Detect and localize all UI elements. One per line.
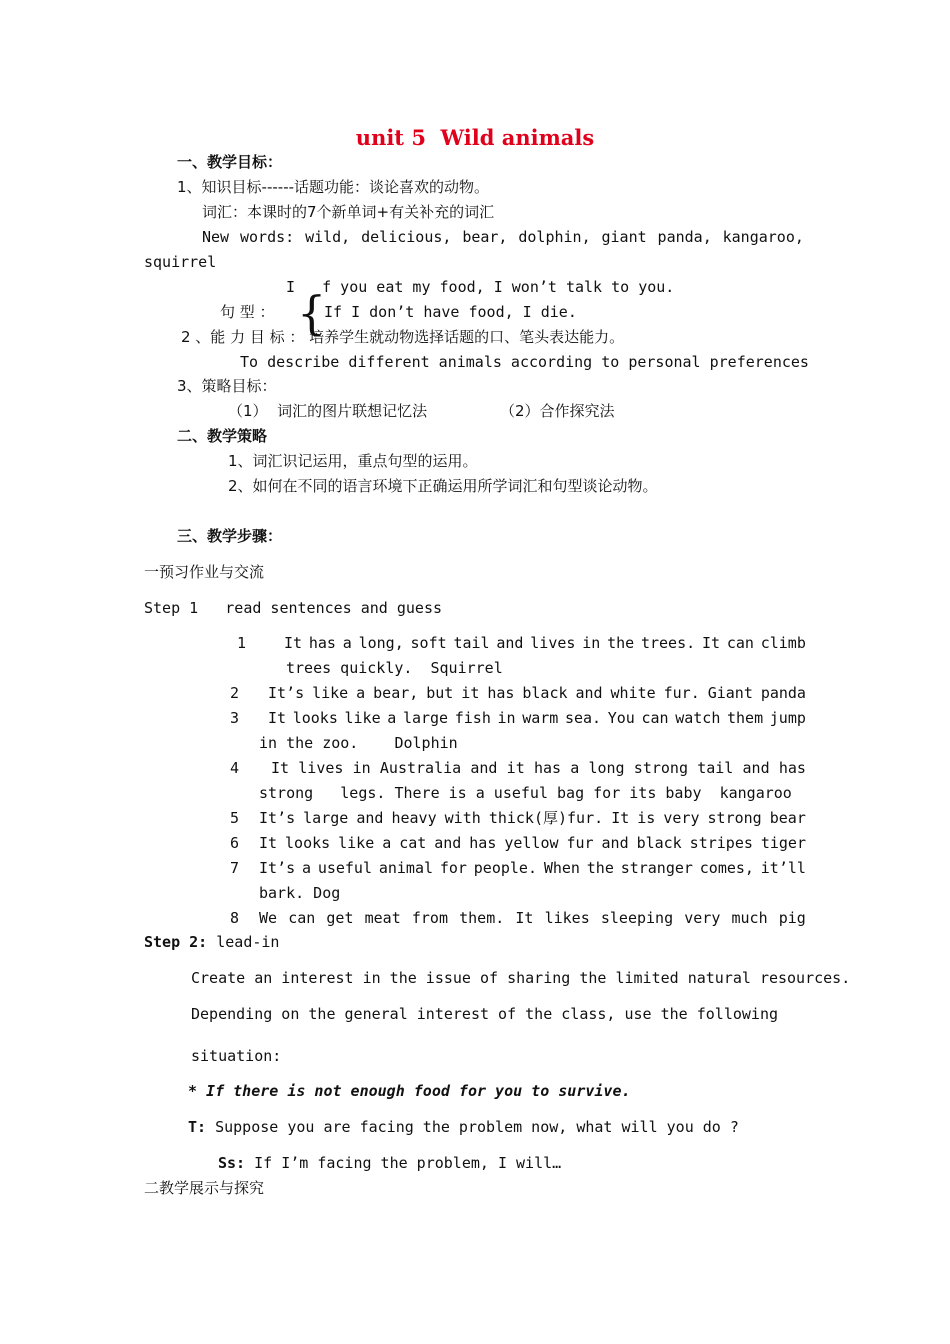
- sentence-pattern-2: If I don’t have food, I die.: [324, 303, 577, 321]
- guess-item-line: [268, 683, 806, 703]
- guess-item-word: looks: [292, 709, 338, 727]
- guess-item-word: in: [497, 709, 516, 727]
- part-1-heading: 一预习作业与交流: [144, 563, 265, 581]
- guess-item-word: can: [726, 634, 754, 652]
- section-2-heading: 二、教学策略: [177, 427, 268, 445]
- document-title: unit 5 Wild animals: [355, 125, 595, 150]
- new-word: wild,: [305, 228, 351, 246]
- strategy-goal: 3、策略目标：: [177, 377, 277, 395]
- guess-item-word: You: [607, 709, 635, 727]
- guess-item-word: has: [487, 684, 515, 702]
- guess-item-number: 6: [230, 834, 240, 852]
- guess-item-word: soft: [410, 634, 447, 652]
- guess-item-word: very: [684, 909, 721, 927]
- new-word: New: [202, 228, 230, 246]
- guess-item-word: It: [284, 634, 303, 652]
- guess-item-word: the: [607, 634, 635, 652]
- guess-item-word: It’s: [268, 684, 305, 702]
- guess-item-word: fish: [454, 709, 491, 727]
- guess-item-word: them.: [459, 909, 505, 927]
- teaching-strategy-2: 2、如何在不同的语言环境下正确运用所学词汇和句型谈论动物。: [228, 477, 658, 495]
- guess-item-number: 1: [237, 634, 247, 652]
- guess-item-line: [284, 633, 806, 653]
- guess-item-continuation: bark. Dog: [259, 884, 341, 902]
- guess-item-word: lives: [530, 634, 576, 652]
- guess-item-word: warm: [522, 709, 559, 727]
- guess-item-word: strong: [707, 809, 762, 827]
- new-words-line: [202, 227, 804, 247]
- guess-item-word: It’s: [259, 859, 296, 877]
- sentence-pattern-label: 句 型 ：: [220, 303, 275, 321]
- guess-item-word: It: [701, 634, 721, 652]
- guess-item-word: it’ll: [760, 859, 806, 877]
- guess-item-word: and: [470, 759, 498, 777]
- guess-item-word: It: [259, 834, 278, 852]
- guess-item-line: [259, 808, 806, 828]
- sentence-pattern-1: I f you eat my food, I won’t talk to you.: [286, 278, 675, 296]
- new-word: kangaroo,: [722, 228, 804, 246]
- guess-item-word: fur: [566, 834, 594, 852]
- guess-item-word: black: [636, 834, 682, 852]
- guess-item-word: heavy: [391, 809, 437, 827]
- guess-item-word: It: [271, 759, 290, 777]
- guess-item-word: much: [731, 909, 768, 927]
- guess-item-number: 7: [230, 859, 240, 877]
- guess-item-word: tail: [453, 634, 490, 652]
- guess-item-continuation: strong legs. There is a useful bag for its baby kangaroo: [259, 784, 792, 802]
- guess-item-word: Australia: [379, 759, 462, 777]
- guess-item-line: [259, 908, 806, 928]
- lead-in-line-1: Create an interest in the issue of sharing the limited natural resources.: [191, 969, 851, 987]
- guess-item-word: trees.: [640, 634, 696, 652]
- guess-item-word: a: [382, 834, 392, 852]
- guess-item-word: watch: [675, 709, 721, 727]
- lead-in-line-2: Depending on the general interest of the class, use the following: [191, 1005, 778, 1023]
- guess-item-word: in: [352, 759, 371, 777]
- guess-item-line: [271, 758, 806, 778]
- section-1-heading: 一、教学目标：: [177, 153, 283, 171]
- guess-item-word: and: [601, 834, 629, 852]
- guess-item-word: a: [387, 709, 397, 727]
- guess-item-word: pig: [778, 909, 806, 927]
- guess-item-word: bear,: [373, 684, 419, 702]
- guess-item-word: large: [303, 809, 349, 827]
- guess-item-word: thick(厚)fur.: [488, 809, 604, 827]
- part-2-heading: 二教学展示与探究: [144, 1179, 265, 1197]
- guess-item-word: has: [778, 759, 806, 777]
- guess-item-word: a: [342, 634, 352, 652]
- new-word: words:: [239, 228, 295, 246]
- guess-item-word: people.: [473, 859, 537, 877]
- guess-item-word: has: [469, 834, 497, 852]
- strategy-item-2: （2）合作探究法: [500, 402, 615, 420]
- guess-item-word: a: [570, 759, 580, 777]
- guess-item-word: large: [402, 709, 449, 727]
- guess-item-word: cat: [399, 834, 427, 852]
- step-2-heading: [144, 932, 279, 952]
- guess-item-word: stripes: [689, 834, 753, 852]
- guess-item-word: It’s: [259, 809, 296, 827]
- guess-item-line: [268, 708, 806, 728]
- guess-item-word: and: [742, 759, 770, 777]
- guess-item-word: It: [515, 909, 534, 927]
- guess-item-continuation: trees quickly. Squirrel: [286, 659, 503, 677]
- step-2-text: lead-in: [207, 933, 280, 951]
- guess-item-word: strong: [633, 759, 688, 777]
- guess-item-word: likes: [544, 909, 590, 927]
- guess-item-word: tail: [697, 759, 734, 777]
- new-word: delicious,: [361, 228, 452, 246]
- lead-in-line-3: situation:: [191, 1047, 282, 1065]
- new-word: bear,: [462, 228, 508, 246]
- guess-item-word: for: [439, 859, 467, 877]
- new-word: panda,: [657, 228, 712, 246]
- guess-item-word: sea.: [564, 709, 602, 727]
- guess-item-number: 8: [230, 909, 240, 927]
- guess-item-word: get: [326, 909, 354, 927]
- guess-item-number: 4: [230, 759, 240, 777]
- teacher-line: [188, 1117, 739, 1137]
- guess-item-word: Giant: [707, 684, 753, 702]
- guess-item-word: We: [259, 909, 278, 927]
- guess-item-word: it: [506, 759, 525, 777]
- guess-item-word: like: [338, 834, 375, 852]
- guess-item-word: and: [496, 634, 524, 652]
- step-2-label: Step 2:: [144, 933, 208, 951]
- guess-item-word: very: [663, 809, 700, 827]
- guess-item-word: it: [461, 684, 480, 702]
- situation-line: * If there is not enough food for you to survive.: [188, 1082, 631, 1100]
- strategy-item-1: （1） 词汇的图片联想记忆法: [228, 402, 428, 420]
- guess-item-word: like: [312, 684, 349, 702]
- guess-item-word: but: [426, 684, 454, 702]
- guess-item-word: comes,: [699, 859, 754, 877]
- step-1-heading: Step 1 read sentences and guess: [144, 599, 443, 617]
- guess-item-word: jump: [769, 709, 806, 727]
- guess-item-word: a: [301, 859, 311, 877]
- guess-item-word: It: [268, 709, 287, 727]
- guess-item-word: useful: [317, 859, 372, 877]
- guess-item-number: 2: [230, 684, 240, 702]
- new-words-continued: squirrel: [144, 253, 217, 271]
- students-text: If I’m facing the problem, I will…: [245, 1154, 562, 1172]
- guess-item-word: and: [356, 809, 384, 827]
- guess-item-word: is: [637, 809, 656, 827]
- guess-item-word: animal: [378, 859, 434, 877]
- vocabulary-line: 词汇：本课时的7个新单词+有关补充的词汇: [202, 203, 495, 221]
- guess-item-line: [259, 858, 806, 878]
- guess-item-word: sleeping: [600, 909, 674, 927]
- guess-item-word: in: [582, 634, 601, 652]
- brace-symbol: {: [297, 286, 327, 340]
- teacher-label: T:: [188, 1118, 207, 1136]
- guess-item-line: [259, 833, 806, 853]
- guess-item-word: from: [411, 909, 448, 927]
- new-word: dolphin,: [518, 228, 591, 246]
- guess-item-word: fur.: [663, 684, 700, 702]
- teacher-text: Suppose you are facing the problem now, what will you do ?: [206, 1118, 739, 1136]
- guess-item-word: long,: [358, 634, 404, 652]
- guess-item-word: and: [575, 684, 603, 702]
- ability-goal-english: To describe different animals according to personal preferences: [240, 353, 809, 371]
- guess-item-word: bear: [769, 809, 806, 827]
- guess-item-word: can: [641, 709, 669, 727]
- knowledge-goal: 1、知识目标------话题功能：谈论喜欢的动物。: [177, 178, 490, 196]
- guess-item-word: the: [586, 859, 614, 877]
- guess-item-word: When: [543, 859, 580, 877]
- guess-item-continuation: in the zoo. Dolphin: [259, 734, 458, 752]
- section-3-heading: 三、教学步骤：: [177, 527, 283, 545]
- guess-item-word: like: [344, 709, 381, 727]
- guess-item-word: them: [727, 709, 764, 727]
- guess-item-word: long: [588, 759, 625, 777]
- students-line: [218, 1153, 561, 1173]
- guess-item-word: panda: [760, 684, 806, 702]
- guess-item-word: climb: [760, 634, 806, 652]
- guess-item-word: black: [522, 684, 568, 702]
- guess-item-word: looks: [285, 834, 331, 852]
- guess-item-word: and: [434, 834, 462, 852]
- guess-item-word: has: [308, 634, 336, 652]
- new-word: giant: [601, 228, 647, 246]
- students-label: Ss:: [218, 1154, 246, 1172]
- ability-goal: 2 、能 力 目 标 ： 培养学生就动物选择话题的口、笔头表达能力。: [181, 328, 625, 346]
- guess-item-word: tiger: [760, 834, 806, 852]
- guess-item-word: with: [444, 809, 481, 827]
- guess-item-word: has: [533, 759, 562, 777]
- guess-item-word: can: [288, 909, 316, 927]
- guess-item-number: 5: [230, 809, 240, 827]
- guess-item-word: lives: [298, 759, 344, 777]
- guess-item-word: meat: [364, 909, 401, 927]
- guess-item-word: white: [610, 684, 656, 702]
- guess-item-word: a: [356, 684, 366, 702]
- teaching-strategy-1: 1、词汇识记运用，重点句型的运用。: [228, 452, 478, 470]
- guess-item-number: 3: [230, 709, 240, 727]
- guess-item-word: stranger: [620, 859, 693, 877]
- guess-item-word: yellow: [504, 834, 559, 852]
- guess-item-word: It: [611, 809, 630, 827]
